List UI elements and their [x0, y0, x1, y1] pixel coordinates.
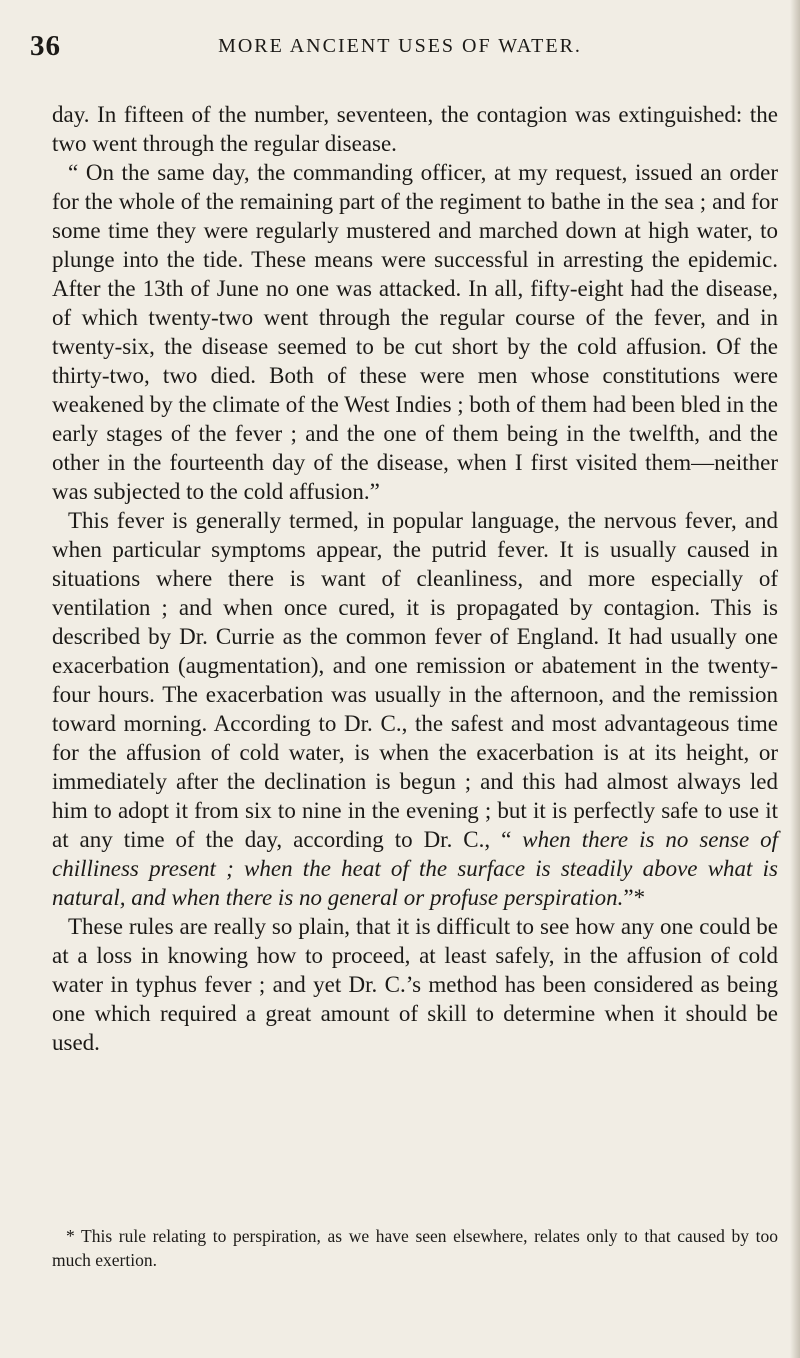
quoted-rule: when there is no sense of chilliness present ; when the heat of the surface is steadily above what is natural, and when there is no general or profuse perspiration.: [52, 827, 778, 910]
paragraph: These rules are really so plain, that it is difficult to see how any one could be at a loss in knowing how to proceed, at least safely, in the affusion of cold water in typhus fever ; and yet Dr. C.’s method has been considered as being one which required a great amount of skill to determine when it should be used.: [52, 914, 778, 1055]
footnote-text: * This rule relating to perspiration, as we have seen elsewhere, relates only to that caused by too much exertion.: [52, 1226, 778, 1270]
footnote: [52, 1224, 778, 1272]
paragraph-text: This fever is generally termed, in popular language, the nervous fever, and when particular symptoms appear, the putrid fever. It is usually caused in situations where there is want of cleanliness, and more especially of ventilation ; and when once cured, it is propagated by contagion. This is described by Dr. Currie as the common fever of England. It had usually one exacerbation (augmentation), and one remission or abatement in the twenty-four hours. The exacerbation was usually in the afternoon, and the remission toward morning. According to Dr. C., the safest and most advantageous time for the affusion of cold water, is when the exacerbation is at its height, or immediately after the declination is begun ; and this had almost always led him to adopt it from six to nine in the evening ; but it is perfectly safe to use it at any time of the day, according to Dr. C., “: [52, 508, 778, 852]
running-head: MORE ANCIENT USES OF WATER.: [218, 35, 582, 57]
page-header: [0, 30, 800, 60]
footnote-marker: ”*: [623, 885, 646, 910]
paragraph: [52, 506, 778, 912]
page-number: 36: [30, 30, 61, 62]
page-edge: [790, 0, 800, 1358]
body-text: [52, 100, 778, 1057]
paragraph: “ On the same day, the commanding officer, at my request, issued an order for the whole of the remaining part of the regiment to bathe in the sea ; and for some time they were regularly mustered and marched down at high water, to plunge into the tide. These means were successful in arresting the epidemic. After the 13th of June no one was attacked. In all, fifty-eight had the disease, of which twenty-two went through the regular course of the fever, and in twenty-six, the disease seemed to be cut short by the cold affusion. Of the thirty-two, two died. Both of these were men whose constitutions were weakened by the climate of the West Indies ; both of them had been bled in the early stages of the fever ; and the one of them being in the twelfth, and the other in the fourteenth day of the disease, when I first visited them—neither was subjected to the cold affusion.”: [52, 160, 778, 504]
paragraph: day. In fifteen of the number, seventeen, the contagion was extinguished: the two went through the regular disease.: [52, 102, 778, 156]
